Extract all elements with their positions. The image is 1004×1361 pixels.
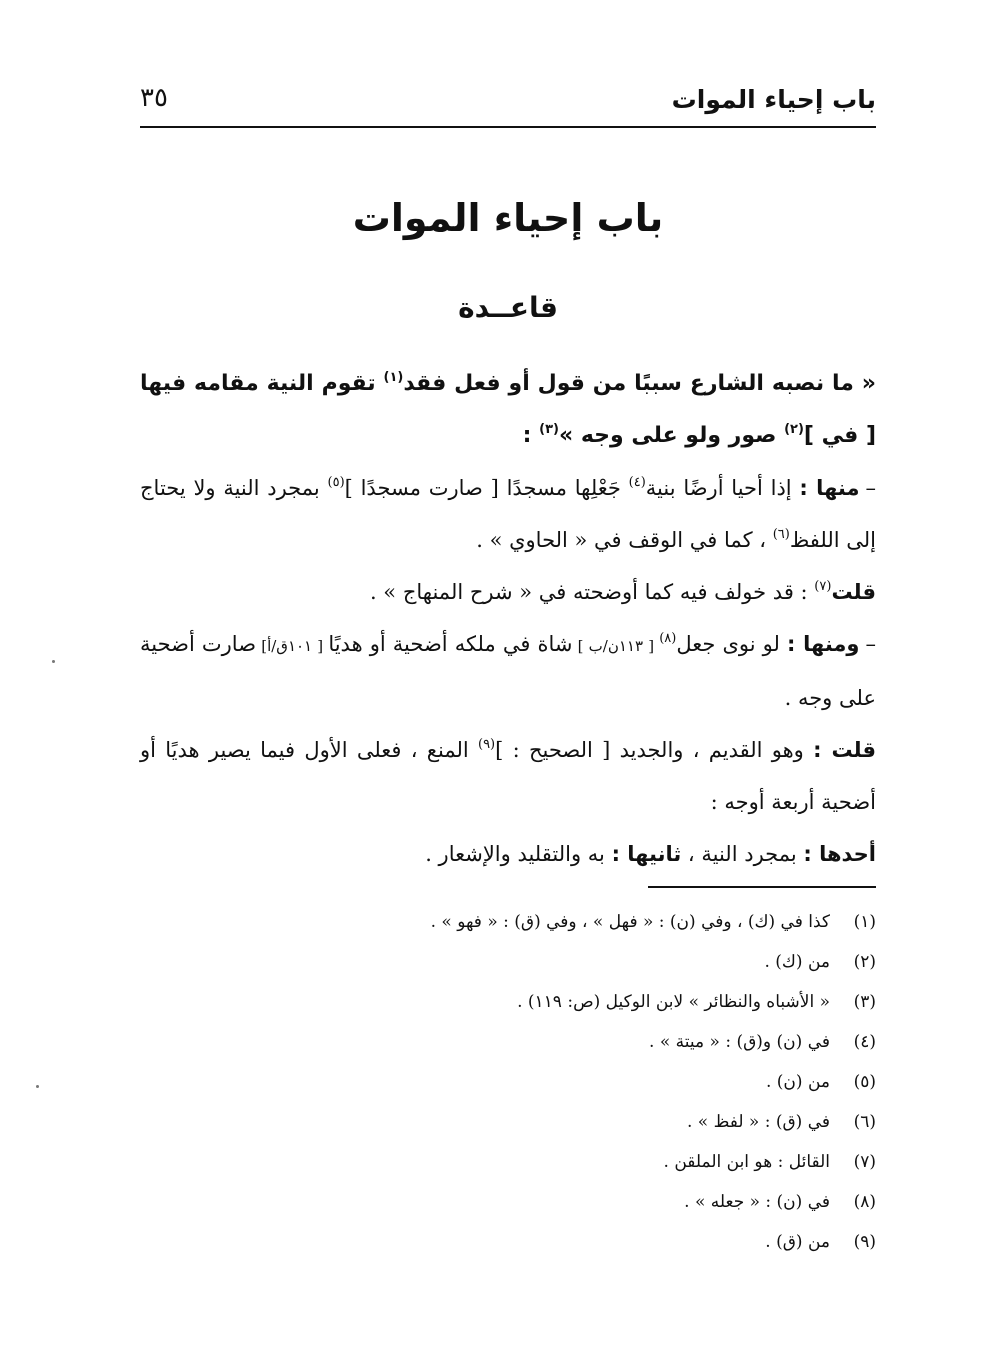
paragraph-text: وهو القديم ، والجديد [ الصحيح : ]	[495, 738, 814, 762]
footnote-text: في (ق) : « لفظ » .	[686, 1112, 830, 1132]
paragraph-keyword: أحدها :	[803, 842, 876, 866]
footnote-text: كذا في (ك) ، وفي (ن) : « فهل » ، وفي (ق) : « فهو » .	[430, 912, 830, 932]
footnote-ref[interactable]: (٨)	[659, 631, 677, 646]
footnote-ref[interactable]: (٦)	[772, 527, 790, 542]
footnote-item	[128, 902, 876, 942]
paragraph-comment-1	[140, 566, 876, 618]
paragraph-keyword: منها :	[799, 476, 860, 500]
rule-text-part: :	[522, 423, 540, 448]
scan-speck	[52, 660, 55, 663]
paragraph-text: بمجرد النية ولا يحتاج إلى اللفظ	[140, 476, 876, 552]
footnote-ref[interactable]: (١)	[383, 370, 404, 385]
paragraph-aspects	[140, 828, 876, 880]
paragraph-text: : قد خولف فيه كما أوضحته في « شرح المنهاج » .	[369, 580, 815, 604]
paragraph-text: إذا أحيا أرضًا بنية	[645, 476, 800, 500]
paragraph-keyword: ومنها :	[787, 632, 860, 656]
running-title: باب إحياء الموات	[671, 85, 876, 114]
paragraph-text: بمجرد النية ،	[681, 842, 804, 866]
rule-text-part: تقوم النية مقامه فيها [ في ]	[140, 371, 876, 448]
footnote-item	[128, 1022, 876, 1062]
footnote-number: (٩)	[853, 1232, 876, 1252]
page-number: ٣٥	[140, 83, 168, 113]
paragraph-text: المنع ، فعلى الأول فيما يصير هديًا أو أضحية أربعة أوجه :	[140, 738, 876, 814]
footnote-ref[interactable]: (٢)	[784, 422, 804, 437]
footnote-item	[128, 942, 876, 982]
footnote-text: من (ك) .	[764, 952, 830, 972]
footnote-item	[128, 982, 876, 1022]
scan-speck	[36, 1085, 39, 1088]
footnote-ref[interactable]: (٩)	[477, 737, 496, 752]
paragraph-text: جَعْلِها مسجدًا [ صارت مسجدًا ]	[344, 476, 629, 500]
open-quote: «	[861, 371, 876, 396]
bullet-dash: –	[865, 632, 876, 656]
footnote-item	[128, 1062, 876, 1102]
footnote-number: (٢)	[853, 952, 876, 972]
footnote-number: (٧)	[853, 1152, 876, 1172]
paragraph-text: لو نوى جعل	[676, 632, 787, 656]
footnote-text: في (ن) و(ق) : « ميتة » .	[649, 1032, 830, 1052]
footnote-ref[interactable]: (٧)	[814, 579, 832, 594]
footnote-ref[interactable]: (٥)	[327, 475, 345, 490]
footnotes	[128, 902, 876, 1262]
paragraph-text: ، كما في الوقف في « الحاوي » .	[476, 528, 773, 552]
paragraph-text: صارت أضحية على وجه .	[140, 632, 876, 710]
footnote-item	[128, 1222, 876, 1262]
section-title: قاعــدة	[458, 291, 558, 324]
paragraph-text: شاة في ملكه أضحية أو هديًا	[328, 632, 573, 656]
paragraph-comment-2	[140, 724, 876, 828]
footnote-item	[128, 1102, 876, 1142]
footnote-text: في (ن) : « جعله » .	[684, 1192, 830, 1212]
header-rule	[140, 126, 876, 128]
paragraph-example-2	[140, 618, 876, 724]
rule-text-part: صور ولو على وجه	[573, 423, 785, 448]
main-text	[140, 358, 876, 880]
rule-text-part: ما نصبه الشارع سببًا من قول أو فعل فقد	[403, 371, 854, 396]
footnote-number: (٤)	[853, 1032, 876, 1052]
footnote-number: (٨)	[853, 1192, 876, 1212]
footnote-separator	[648, 886, 876, 888]
paragraph-keyword: قلت	[831, 580, 876, 604]
bullet-dash: –	[865, 476, 877, 500]
paragraph-example-1	[140, 462, 876, 566]
footnote-text: من (ق) .	[765, 1232, 830, 1252]
footnote-item	[128, 1142, 876, 1182]
footnote-number: (٦)	[853, 1112, 876, 1132]
close-quote: »	[558, 423, 574, 448]
manuscript-ref: [ ١١٣ن/ب ]	[572, 637, 660, 655]
chapter-title: باب إحياء الموات	[352, 196, 664, 240]
footnote-text: من (ن) .	[765, 1072, 830, 1092]
footnote-ref[interactable]: (٣)	[539, 422, 559, 437]
running-header	[140, 78, 876, 126]
footnote-item	[128, 1182, 876, 1222]
manuscript-ref: [ ١٠١ق/أ]	[256, 637, 329, 655]
paragraph-keyword: ثانيها :	[611, 842, 682, 866]
footnote-ref[interactable]: (٤)	[628, 475, 646, 490]
footnote-number: (٣)	[853, 992, 876, 1012]
footnote-number: (٥)	[853, 1072, 876, 1092]
rule-statement	[140, 358, 876, 462]
paragraph-keyword: قلت :	[813, 738, 876, 762]
footnote-text: « الأشباه والنظائر » لابن الوكيل (ص: ١١٩) .	[517, 992, 830, 1012]
footnote-text: القائل : هو ابن الملقن .	[663, 1152, 830, 1172]
paragraph-text: به والتقليد والإشعار .	[425, 842, 612, 866]
footnote-number: (١)	[853, 912, 876, 932]
